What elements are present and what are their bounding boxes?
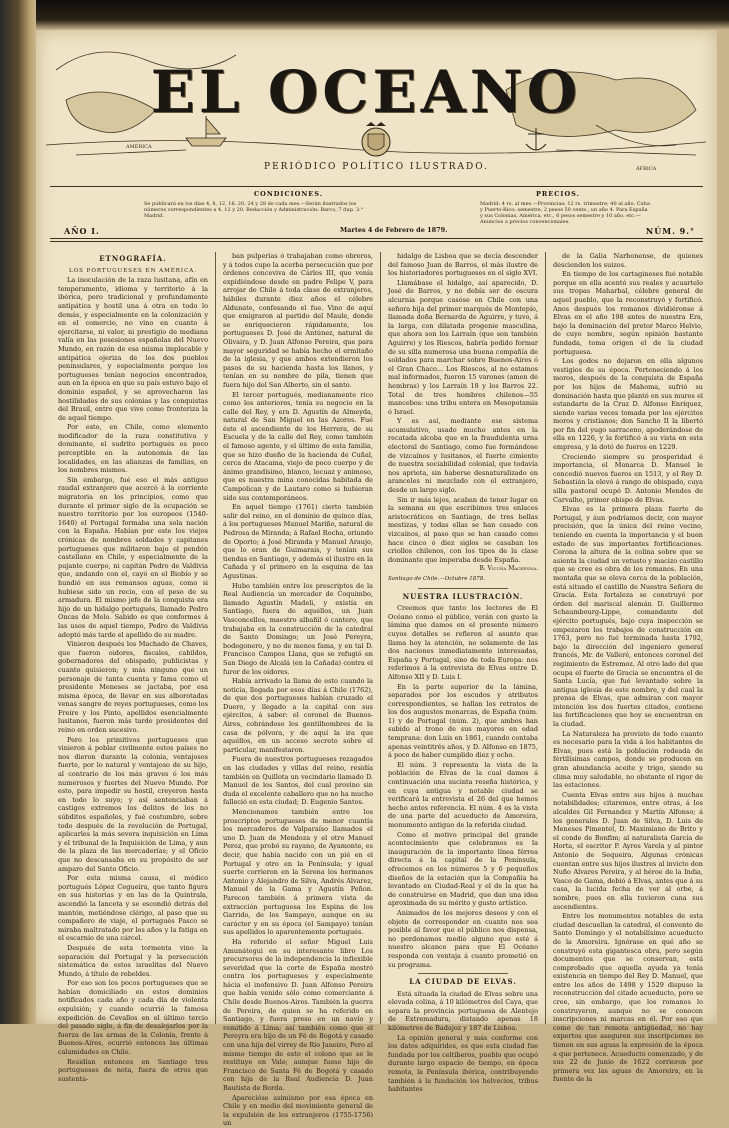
article-paragraph: Ha referido el señor Miguel Luis Amunátegui en su interesante libro Los precursores de la independencia la inflexible severidad que la corte de España mostró contra los portugueses y especialmente hácia el inofensivo D. Juan Alfonso Pereira que había venido sólo como comerciante á Chile desde Buenos-Aires. También la guerra de Pereira, de quien se ha referido en Santiago, y fuera preso en un navío y remitido á Lima; así también como que el Pereyra era hijo de un Fé de Bogotá y casado con una hija del virrey de Río Janeiro, Pero al mismo tiempo de esto el colono que se le restituye en Vale; aunque fuese hijo de Francisco de Santa Fé de Bogotá y casado con hija de la Real Audiencia D. Juan Bautista de Borda. bbox=[223, 937, 373, 1092]
prices-title: PRECIOS. bbox=[536, 190, 580, 198]
article-paragraph: Como el motivo principal del grande acontecimiento que celebramos es la inauguración de la importante línea férrea directa á la capital de la Península, ofrecemos en los números 5 y 6 pequeños diseños de la estación que la Compañía ha levantado en Ciudad-Real y el de la que ha de construirse en Madrid, que dan una idea aproximada de su mérito y gusto artístico. bbox=[388, 830, 538, 908]
map-label-america: AMÉRICA bbox=[126, 144, 152, 150]
article-paragraph: Llamábase el hidalgo, así aparecido, D. José de Barros, y no debía ser de oscura alcurnia porque casóse en Chile con una señora hija del primer marqués de Montepío, llamada doña Bernarda de Aguirre, y tuvo, á la larga, con dilatada progenie masculina, que ahora son los Larraín (que son también Aguirre) y los Riescos, habría podido formar de su silla numerosa una buena compañía de soldados para marchar sobre Buenos-Aires ó el Gran Chaco... Los Riescos, al no estamos mal informados, fueron 15 varones (amen de hembras) y los Larraín 18 y los Barros 22. Total de tres hombres chilenos—55 mancebos: una tribu entera en Mesopotamia ó Israel. bbox=[388, 278, 538, 416]
dateline: Santiago de Chile.—Octubre 1878. bbox=[388, 575, 485, 582]
section-subheading: LOS PORTUGUESES EN AMÉRICA. bbox=[68, 267, 197, 274]
newspaper-page bbox=[36, 30, 717, 1128]
section-divider bbox=[418, 973, 508, 974]
article-paragraph: Sin embargo, fué eso el más antiguo raudal extranjero que acercó á la corriente migratoria en los principios, como que durante el primer siglo de la ocupación se nuestro territorio por los europeos (1540-1640) el Portugal formaba una sola nación con la España. Habían por este los viejos crónicas de nombres soldados y capitanes portugueses que militaron bajo el pendón castellano en Chile, y especialmente de la pujante cuerpo, ni capitán Pedro de Valdivia que, andando con el, cayó en el Biobío y se hundió en sus remansos aguas, como si hubiese sido un recio, con el peso de su armadura. El mismo jefe de la conquista era hijo de un hidalgo portugués, llamado Pedro Oncas de Melo. Sabido es que conformes á las usos de aquel tiempo, Pedro de Valdivia adoptó más tarde el apellido de su madre. bbox=[58, 475, 208, 639]
section-heading: ETNOGRAFÍA. bbox=[99, 254, 167, 263]
article-paragraph: Sin ir más lejos, acaban de tener lugar en la semana en que escribimos tres enlaces aristocráticos en Santiago, de tres bellas mestizas, y todas ellas se han casado con vizcaínos, al paso que se han casado como hace cinco ó diez siglos se casaban los criollos chilenos, con los tipos de la clase dominante que imperaba desde España. bbox=[388, 495, 538, 564]
newspaper-title: EL OCEANO bbox=[150, 58, 582, 126]
article-paragraph: Fuera de nuestros portugueses rezagados en las ciudades y villas del reino, residía también en Quillota un vecindario llamado D. Manuel de los Santos, del cual provino sin duda el excelente caballero que no ha mucho falleció en esta ciudad; D. Eugenio Santos. bbox=[223, 755, 373, 807]
masthead bbox=[36, 30, 717, 188]
author-signature: B. Vicuña Mackenna. bbox=[479, 565, 538, 573]
article-paragraph: de la Galia Narbonense, de quienes descienden los suizos. bbox=[553, 252, 703, 269]
article-paragraph: Por esta misma causa, el médico portugués López Cegueira, que tanto figura en sus historias y en las de la Quintrala, ascendió la lanceta y se escondió detrás del mantón, metiéndose clérigo, al paso que su compañero de viaje, el portugués Pasco se miraba maltratado por los años y la fatiga en el escarnio de una cárcel. bbox=[58, 874, 208, 943]
article-paragraph: La opinión general y más conforme con los datos adquiridos, es que esta ciudad fue fundada por los celtíberos, pueblo que ocupó durante largo espacio de tiempo, en época remota, la Península ibérica, contribuyendo también á la fundación los helvecios, tribus habitantes bbox=[388, 1033, 538, 1094]
masthead-rule bbox=[50, 186, 703, 187]
article-paragraph: hidalgo de Lisboa que se decía descender del famoso Juan de Barros, el más ilustre de los historiadores portugueses en el siglo XVI. bbox=[388, 252, 538, 278]
article-paragraph: Había arrivado la llama de esto cuando la noticia, llegada por esos días á Chile (1762), de que dos portugueses habían cruzado el Duero, y llegado a la capital con sus ejércitos, á saber: el coronel de Buenos-Aires, cobrándose los gentilhombres de la casa de pólvora, y de aquí la ira que aquéllos, en un acceso secreto sobre el particular, manifestaron. bbox=[223, 677, 373, 754]
article-paragraph: Vinieron después los Machado de Chaves, que fueron oidores, fiscales, cabildos, gobernadores del obispado, publicistas y cuanto quisieron; y más ninguno que un personaje de tanta cuenta y fama como el presidente Meneses se jactaba, por esa misma época, de llevar en sus alborotadas venas sangre de reyes portugueses, como los Freire y los Pinto, apellidos esencialmente lusitanos, fueron más tarde presidentes del reino en orden sucesivo. bbox=[58, 640, 208, 735]
article-paragraph: Residían entonces en Santiago tres portugueses de nota, fuera de otros que sustenta- bbox=[58, 1057, 208, 1083]
prices-text: Madrid: 4 rs. al mes.—Provincias: 12 rs. trimestre; 40 al año. Cuba y Puerto-Rico: semestre, 2 pesos 50 cents., un año 4. Para España y sus Colonias, América, etc., 6 pesos semestre y 10 año, etc.—Anuncios a precios convencionales. bbox=[480, 201, 650, 225]
column-4 bbox=[553, 252, 703, 1084]
article-paragraph: Está situada la ciudad de Elvas sobre una elevada colina, á 10 kilómetros del Caya, que separa la provincia portuguesa de Alentejo de Extremadura, distando apenas 18 kilómetros de Badajoz y 187 de Lisboa. bbox=[388, 989, 538, 1033]
infobar-rule bbox=[50, 238, 703, 239]
article-paragraph: Creemos que tanto los lectores de El Océano como el público, verán con gusto la lámina que damos en el presente número cuyos detalles se refieren al asunto que llama hoy la atención, no solamente de las dos naciones inmediatamente interesadas, España y Portugal, sino de toda Europa: nos referimos á la entrevista de Elvas entre D. Alfonso XII y D. Luis I. bbox=[388, 604, 538, 681]
section-heading: NUESTRA ILUSTRACIÓN. bbox=[402, 591, 524, 601]
article-paragraph: ban pulperías ó trabajaban como obreros, y á todos cupo la acerba persecución que por órdenes conceviva de Cárlos III, que venía expidiéndose desde en padre Felipe V, para arrojar de Chile á toda clase de extranjeros, hábiles durante diez años el célebre Aldunate, confesando el fue. Vino de aquí que emigraron al partido del Maule, donde se enriquecieron rápidamente, los portugueses D. José de Antúnez, natural de Olivaira, y D. Juan Alfonso Pereira, que para mayor seguridad se había hecho el ermitaño de la iglesia, y que ambos extendieron los pasos de su hacienda hasta los llanos, y tenían en su nombre de pila, tienen que fuera hijo del San Alberto, sin el santo. bbox=[223, 252, 373, 389]
article-paragraph: Entre los monumentos notables de esta ciudad descuellan la catedral, el convento de Santo Domingo y el notabilísimo acueducto de la Amoreira. Ignórase en qué año se construyó esta gigantesca obra, pero según documentos que se conservan, está comprobado que aquella ayuda ya tenía existencia en tiempo del Rey D. Manuel, que entre los años de 1498 y 1529 dispuso la reconstrucción del citado acueducto, pero se cree, sin embargo, que los romanos lo construyeron, aunque no se conocen inscripciones ni marcas en él. Por eso que como de tan remota antigüedad, no hay expertos que aseguren sus inscripciones no tienen en sus aguas la expresión de la época a que pertenece. Acueducto comenzado, y de sus 22 de Junio de 1622 corrieron por primera vez las aguas de Amoreira, en la fuente de la bbox=[553, 912, 703, 1084]
article-paragraph: Por esto, en Chile, como elemento modificador de la raza constitutiva y dominante, el sudrito portugués es poco perceptible en la autonomía de las localidades, en las alianzas de familias, en los nombres mismos. bbox=[58, 423, 208, 475]
newspaper-subtitle: PERIÓDICO POLÍTICO ILUSTRADO. bbox=[264, 162, 489, 172]
article-paragraph: Elvas es la primera plaza fuerte de Portugal, y áun podríamos decir, con mayor precisión, que la única del reino vecino, teniendo en cuenta la importancia y el buen estado de sus importantes fortificaciones. Corona la altura de la colina sobre que se asienta la ciudad un vetusto y macizo castillo que se cree es obra de los romanos. En una montaña que se eleva cerca de la población, está situado el castillo de Nuestra Señora de Gracia. Esta fortaleza se construyó por órden del mariscal alemán D. Guillermo Schaumbourg-Lippe, comandante del ejército portugués, bajo cuya inspección se empezaron los trabajos de construcción en 1763, pero no fué terminada hasta 1792, bajo la dirección del ingeniero general francés, Mr. de Valleré, entonces coronel del regimiento de Estremoz. Al otro lado del que ocupa el fuerte de Gracia se encuentra el de Santa Lucía, que fué levantado sobre la antigua iglesia de este nombre, y del cual la prensa de Elvas, que admiran con mayor intención los dos fuertes citados, contiene las fortificaciones que hoy se encuentran en la ciudad. bbox=[553, 505, 703, 729]
column-2 bbox=[223, 252, 373, 1128]
article-paragraph: Los godos no dejaron en ella algunos vestigios de su época. Perteneciendo á los moros, después de la conquista de España por los hijos de Mahoma, sufrió su dominación hasta que plantó en sus muros el estandarte de la Cruz D. Alfonso Enríquez, siendo varias veces tomada por los ejércitos moros y cristianos; don Sancho II la libertó por fin del yugo sarraceno, apoderándose de ella en 1226, y la fortificó á su vista en esta empresa, y la dotó de fueros en 1229. bbox=[553, 357, 703, 452]
article-paragraph: Por eso son los pocos portugueses que se habían domiciliado en estos dominios notificados cada año y cada día de violenta expulsión; y cuando ocurrió la famosa expedición de Cevallos en el último tercio del pasado siglo, á fin de desalojarlos por la fuerza de las armas de la Colonia, frente á Buenos-Aires, ocurrió entonces las últimas calamidades en Chile. bbox=[58, 979, 208, 1057]
column-3 bbox=[388, 252, 538, 1094]
article-paragraph: Mencionamos también entre los proscriptos portugueses de menor cuantía los mercaderes de Valparaíso llamados el uno D. Juan de Mendoza y el otro Manuel Perez, que probó su rayano, de Ayamonte, es decir, que había nacido con un pié en el Portugal y otro en la Península; y igual suerte corrieron en la Serena los hermanos Antonio y Alejandro de Silva, Andrés Alvarez, Manuel de la Gama y Agustín Peñon. Parecen también á primera vista de extracción portuguesa los Espina de los Garrido, de los Sampayo, aunque en su carácter y en su época (el Sampayo) tenían sus apellidos lo aparentemente portugués. bbox=[223, 808, 373, 937]
column-divider bbox=[215, 252, 216, 1024]
article-paragraph: En la parte superior de la lámina, separados por los escudos y atributos correspondientes, se hallan los retratos de los dos augustos monarcas, de España (núm. 1) y de Portugal (núm. 2), que ambos han subido al trono de sus mayores en edad temprana: don Luis en 1861, cuando contaba apenas veintitrés años, y D. Alfonso en 1875, á poco de haber cumplido diez y ocho. bbox=[388, 682, 538, 760]
article-paragraph: En aquel tiempo (1761) cierto también salir del reino, en el dominio de quince días, á los portugueses Manuel Mariño, natural de Pedrosa de Miranda; á Rafael Rocha, oriundo de Oporto; á José Miranda y Manuel Araujo, que lo eran de Guimarais, y tenían sus tiendas en Santiago, y además el ilustre en la Cañada y el primero en la esquina de las Agustinas. bbox=[223, 503, 373, 580]
article-paragraph: El núm. 3 representa la vista de la población de Elvas de la cual damos á continuación una sucinta reseña histórica, y en cuya antigua y notable ciudad se verificará la entrevista el 26 del que hemos hecho antes referencia. El núm. 4 es la vista de una parte del acueducto de Amoreira, monumento antiguo de la referida ciudad. bbox=[388, 760, 538, 829]
conditions-text: Se publicará en los días 4, 8, 12, 16, 20, 24 y 28 de cada mes.—Serán ilustrados los números correspondientes a 4, 12 y 20. Redacción y Administración: Barco, 7 dup. 3.° Madrid. bbox=[144, 201, 364, 219]
article-paragraph: Después de esta tormenta vino la separación del Portugal y la persecución sistemática de estos israelitas del Nuevo Mundo, á título de rebeldes. bbox=[58, 943, 208, 978]
section-divider bbox=[418, 588, 508, 589]
issue-year: AÑO I. bbox=[64, 226, 100, 236]
column-1 bbox=[58, 252, 208, 1083]
article-paragraph: Creciendo siempre su prosperidad é importancia, el Monarca D. Manuel le concedió nuevos fueros en 1513, y el Rey D. Sebastián la elevó á rango de obispado, cuya silla pastoral ocupó D. Antonio Mendes de Carvalho, primer obispo de Elvas. bbox=[553, 452, 703, 504]
article-paragraph: Animados de los mejores deseos y con el objeto de corresponder en cuanto nos sea posible al favor que el público nos dispensa, no perdonamos medio alguno que esté á nuestro alcance para que El Océano responda con ventaja á cuanto prometió en su programa. bbox=[388, 908, 538, 969]
scan-top-edge bbox=[36, 0, 729, 30]
column-divider bbox=[380, 252, 381, 1024]
coat-of-arms-icon bbox=[362, 122, 390, 156]
column-divider bbox=[545, 252, 546, 1024]
article-paragraph: Y es así, mediante ese sistema acumulativo, usado mucho antes en la recatada alcoba que en la fraudulenta urna electoral de Santiago, como fue formándose de vizcaínos y lusitanos, el fuerte cimiento de nuestra sociabilidad colonial, que todavía nos aprieta, sin haberse desnaturalizado en aranceles ni mezclado con el extranjero, desde un largo siglo. bbox=[388, 417, 538, 495]
book-binding bbox=[0, 0, 36, 1024]
section-heading: LA CIUDAD DE ELVAS. bbox=[409, 977, 517, 987]
article-paragraph: La inoculación de la raza lusitana, afín en temperamento, idioma y territorio á la ibérica, pero tradicional y profundamente antipática y hostil una á otra en todo lo demás, y especialmente en la colonización y en el comercio, no vino en cuanto á ejercitarse, ni valor, ni prestigio de mediana valía en las posesiones españolas del Nuevo Mundo, en razón de esa misma implacable y antipática ojeriza de los dos pueblos peninsulares, y especialmente porque los portugueses tenían negocios encontrados, aun en la época en que su país estuvo bajo el dominio español, y se aprovecharon las hostilidades de sus colonias y las conquistas del Brasil, entre que vive como fronteriza la de aquel tiempo. bbox=[58, 276, 208, 422]
article-paragraph: En tiempo de los cartagineses fué notable porque en ella acentó sus reales y acuartelo sus tropas Maharbal, célebre general de aquel pueblo, que la reconstruyó y fortificó. Anos después los romanos dividiéronse á Elvas en el año 198 antes de nuestra Era, bajo la dominación del pretor Marco Helvio, de cuyo nombre, según opinión bastante fundada, toma origen el de la ciudad portuguesa. bbox=[553, 270, 703, 356]
map-label-africa: ÁFRICA bbox=[636, 166, 657, 172]
article-paragraph: Cuenta Elvas entre sus hijos á muchas notabilidades; citaremos, entre otras, á los alcaldes Gil Fernandez y Martín Alfonso; á los generales D. Juan de Silva, D. Luis de Meneses Pimentel, D. Maximiano de Brito y el conde de Bonfim; al naturalista García de Horta, el escritor P. Ayres Varela y al pintor Antonio de Sequeira. Algunas crónicas cuentan entre sus hijos ilustres al invicto don Nuño Alvares Pereira, y al héroe de la India, Vasco de Gama, debió á Elvas, antes que á su casa, la lucida fecha de ver al orbe, á nombre, pues en ella tuvieron cuna sus ascendientes. bbox=[553, 790, 703, 911]
article-paragraph: Aparecióse asimismo por esa época en Chile y en medio del movimiento general de la expulsión de los extranjeros (1755-1756) un bbox=[223, 1093, 373, 1128]
conditions-title: CONDICIONES. bbox=[254, 190, 323, 198]
article-paragraph: Hubo también entre los prescriptos de la Real Audiencia un mercader de Coquimbo, llamado Agustín Madeli, y existía en Santiago, fuera de aquéllos, un Juan Vasconcellos, maestro albañil ó cantero, que trabajaba en la construcción de la catedral de Santo Domingo; un José Pereyra, bodegonero, y no de menos fama, y en tal D. Francisco Campos Llana, que se refugió en San Diego de Alcalá (en la Cañada) contra el furor de los oidores. bbox=[223, 581, 373, 676]
infobar-rule-double bbox=[50, 241, 703, 242]
article-paragraph: El tercer portugués, medianamente rico como los anteriores, tenía su negocio en la calle del Rey, y era D. Agustín de Almeyda, natural de San Miguel en las Azores. Fué éste el ascendiente de los Herrera, de su Escuela y de la calle del Rey, como también el famoso agente, y el último de esta familia, que se hizo dueño de la hacienda de Cuñal, cerca de Atacama, viejo de poco cuerpo y de ánimo grandísimo, blanco, locuaz y animoso, que es nuestra mina conocidas habitada de Campolican y de Lautaro como si hubieran sido sus contemporáneos. bbox=[223, 390, 373, 502]
article-paragraph: La Naturaleza ha provisto de todo cuanto es necesario para la vida á los habitantes de Elvas, pues está la población rodeada de fértilísimas campos, donde se producen en gran abundancia aceite y trigo, siendo su clima muy saludable, no obstante el rigor de las estaciones. bbox=[553, 729, 703, 790]
issue-number: NÚM. 9.° bbox=[645, 226, 695, 236]
article-paragraph: Pero los primitivos portugueses que vinieron á poblar civilmente estos países no nos dieron durante la colonia, ventajosos fuerte, por lo natural y ventajoso de su hijo, al contrario de los más graves ó los más numerosos y fuertes del Nuevo Mundo. Por esto, para impedir su hostil, creyeron hasta en todo lo suyo; y así sentenciaban á castigos extremos los delitos de los no súbditos españoles, y fué costumbre, sobre todo después de la revolución de Portugal, aplicarles la más severa inquisición en Lima y el tribunal de la Inquisición de Lima, y aun de la plaza de las mercaderías; y el Oficio que no descansaba en su propósito de ser amparo del Santo Oficio. bbox=[58, 735, 208, 873]
issue-date: Martes 4 de Febrero de 1879. bbox=[340, 226, 448, 234]
